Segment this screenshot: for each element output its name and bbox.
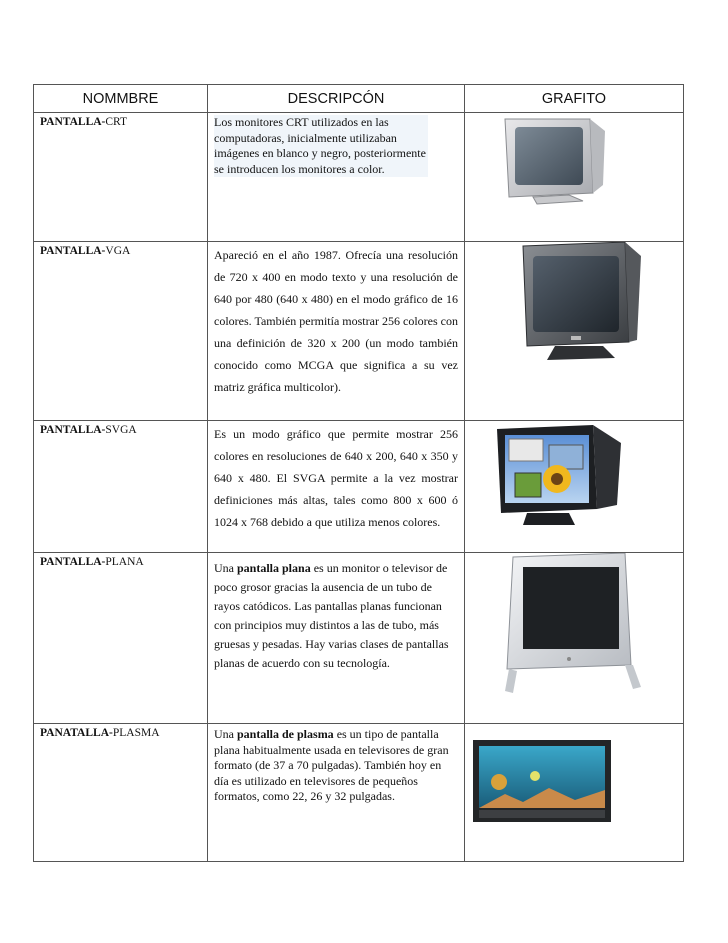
- desc-bold: pantalla plana: [237, 561, 311, 575]
- row-image: [465, 421, 684, 553]
- name-suffix: VGA: [105, 245, 131, 257]
- description-text: Apareció en el año 1987. Ofrecía una resolución de 720 x 400 en modo texto y una resolución de 640 por 480 (640 x 480) en el modo gráfico de 16 colores. También permitía mostrar 256 colores con una definición de 320 x 200 (un modo también conocido como MCGA que significa a su vez matriz gráfica multicolor).: [214, 248, 458, 394]
- svga-monitor-image: [465, 421, 684, 552]
- row-name: [34, 113, 208, 242]
- desc-pre: Una: [214, 727, 237, 741]
- header-description: DESCRIPCÓN: [208, 85, 465, 113]
- crt-monitor-image: [465, 113, 684, 241]
- name-prefix: PANTALLA-: [40, 424, 106, 436]
- header-name: NOMMBRE: [34, 85, 208, 113]
- row-description: [208, 553, 465, 724]
- table-row: [34, 242, 684, 421]
- row-image: [465, 553, 684, 724]
- description-text: [214, 726, 458, 805]
- table-row: [34, 553, 684, 724]
- header-row: [34, 85, 684, 113]
- row-description: [208, 113, 465, 242]
- name-prefix: PANTALLA-: [40, 556, 106, 568]
- row-image: [465, 113, 684, 242]
- row-name: [34, 421, 208, 553]
- row-name: [34, 724, 208, 862]
- table-row: [34, 421, 684, 553]
- name-prefix: PANTALLA-: [40, 116, 106, 128]
- name-prefix: PANTALLA-: [40, 245, 106, 257]
- desc-post: es un monitor o televisor de poco grosor gracias la ausencia de un tubo de rayos catódicos. Las pantallas planas funcionan con principios muy distintos a las de tubo, más gruesas y pesadas. Hay varias clases de pantallas planas de acuerdo con su tecnología.: [214, 561, 449, 670]
- plasma-tv-image: [465, 724, 684, 861]
- table-row: [34, 724, 684, 862]
- name-suffix: PLASMA: [112, 727, 160, 739]
- vga-monitor-image: [465, 242, 684, 420]
- desc-pre: Una: [214, 561, 237, 575]
- row-description: [208, 724, 465, 862]
- flat-panel-monitor-image: [465, 553, 684, 723]
- name-suffix: SVGA: [105, 424, 137, 436]
- row-name: [34, 242, 208, 421]
- description-text: Es un modo gráfico que permite mostrar 256 colores en resoluciones de 640 x 200, 640 x 350 y 640 x 480. El SVGA permite a la vez mostrar definiciones más altas, tales como 800 x 600 ó 1024 x 768 debido a que utiliza menos colores.: [214, 427, 458, 529]
- table-row: [34, 113, 684, 242]
- description-text: Los monitores CRT utilizados en las computadoras, inicialmente utilizaban imágenes en blanco y negro, posteriormente se introducen los monitores a color.: [214, 115, 428, 177]
- desc-bold: pantalla de plasma: [237, 727, 334, 741]
- row-name: [34, 553, 208, 724]
- name-suffix: CRT: [105, 116, 128, 128]
- row-image: [465, 724, 684, 862]
- desc-post: es un tipo de pantalla plana habitualmente usada en televisores de gran formato (de 37 a 70 pulgadas). También hoy en día es utilizado en televisores de pequeños formatos, como 22, 26 y 32 pulgadas.: [214, 727, 449, 803]
- monitor-types-table: [33, 84, 684, 862]
- row-description: [208, 242, 465, 421]
- name-prefix: PANATALLA-: [40, 727, 113, 739]
- row-image: [465, 242, 684, 421]
- description-text: [214, 555, 458, 673]
- name-suffix: PLANA: [105, 556, 144, 568]
- row-description: [208, 421, 465, 553]
- header-graphic: GRAFITO: [465, 85, 684, 113]
